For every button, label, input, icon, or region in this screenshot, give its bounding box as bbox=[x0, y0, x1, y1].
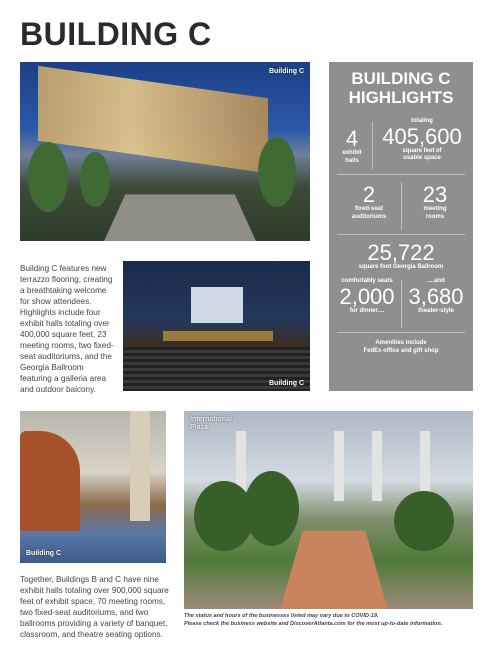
ballroom-stat bbox=[329, 242, 473, 272]
amenities bbox=[329, 340, 473, 355]
stage bbox=[163, 331, 273, 341]
meeting-rooms-stat bbox=[403, 184, 467, 221]
highlights-title bbox=[329, 69, 473, 107]
theater-seating-stat bbox=[403, 278, 469, 315]
stat-intro: ....and bbox=[427, 278, 445, 284]
stat-value: 405,600 bbox=[382, 123, 462, 149]
disclaimer-line: The status and hours of the businesses listed may vary due to COVID-19. bbox=[184, 613, 379, 619]
projection-screen bbox=[191, 287, 243, 323]
stat-label: halls bbox=[345, 157, 359, 164]
stat-label: auditoriums bbox=[351, 213, 387, 220]
page-title: BUILDING C bbox=[20, 16, 212, 52]
photo-caption bbox=[190, 416, 232, 432]
auditoriums-stat bbox=[337, 184, 401, 221]
disclaimer-line: Please check the business website and DiscoverAtlanta.com for the most up-to-date information. bbox=[184, 621, 443, 627]
tree bbox=[394, 491, 454, 551]
tree bbox=[244, 471, 299, 546]
caption-line: Plaza bbox=[190, 424, 208, 431]
highlights-title-line1: BUILDING C bbox=[351, 69, 451, 88]
caption-line: International bbox=[190, 416, 233, 423]
exhibit-halls-stat bbox=[335, 128, 369, 165]
divider bbox=[337, 234, 465, 235]
amenities-line: Amenities include bbox=[375, 340, 427, 346]
square-feet-stat bbox=[375, 118, 469, 163]
stat-value: 4 bbox=[345, 126, 359, 151]
stat-value: 2 bbox=[362, 182, 376, 207]
stat-value: 3,680 bbox=[408, 283, 464, 309]
tree bbox=[258, 137, 296, 207]
stat-label: theater-style bbox=[418, 307, 454, 314]
tower bbox=[334, 431, 344, 501]
dinner-seating-stat bbox=[335, 278, 399, 315]
stat-label: square foot Georgia Ballroom bbox=[358, 264, 444, 270]
stat-intro: totaling bbox=[411, 118, 433, 124]
amenities-line: FedEx office and gift shop bbox=[363, 347, 439, 354]
curved-wall bbox=[20, 431, 80, 531]
covid-disclaimer bbox=[184, 612, 473, 628]
stat-label: exhibit bbox=[342, 150, 362, 156]
stat-value: 23 bbox=[422, 182, 448, 207]
highlights-panel bbox=[329, 62, 473, 391]
building-facade bbox=[38, 66, 268, 173]
walkway bbox=[100, 194, 260, 241]
intro-paragraph: Building C features new terrazzo flooring, creating a breathtaking welcome for show attendees. Highlights include four exhibit halls totaling over 400,000 square feet, 23 meeting rooms, two fixed-seat auditoriums, and the Georgia Ballroom featuring a galleria area and outdoor balcony. bbox=[20, 264, 114, 394]
stat-label: rooms bbox=[425, 213, 445, 220]
photo-caption: Building C bbox=[269, 380, 304, 387]
tree bbox=[28, 142, 68, 212]
tower bbox=[372, 431, 382, 501]
stat-label: fixed-seat bbox=[354, 206, 383, 212]
divider bbox=[372, 122, 373, 170]
stat-value: 25,722 bbox=[367, 240, 435, 265]
plaza-walkway bbox=[279, 531, 390, 609]
column bbox=[130, 411, 150, 521]
divider bbox=[337, 174, 465, 175]
stat-label: usable space bbox=[403, 155, 441, 161]
highlights-title-line2: HIGHLIGHTS bbox=[348, 88, 454, 107]
stat-intro: comfortably seats bbox=[341, 278, 393, 284]
photo-caption: Building C bbox=[26, 550, 61, 557]
closing-paragraph: Together, Buildings B and C have nine exhibit halls totaling over 900,000 square feet of exhibit space, 70 meeting rooms, two fixed-seat auditoriums, and two ballrooms providing a variety of banquet, classroom, and theatre seating options. bbox=[20, 575, 169, 639]
international-plaza-photo bbox=[184, 411, 473, 609]
divider bbox=[401, 280, 402, 328]
divider bbox=[401, 182, 402, 230]
photo-caption: Building C bbox=[269, 68, 304, 75]
stat-label: for dinner.... bbox=[349, 307, 385, 314]
building-exterior-photo bbox=[20, 62, 310, 241]
stat-value: 2,000 bbox=[339, 283, 395, 309]
ballroom-photo bbox=[123, 261, 310, 391]
galleria-photo bbox=[20, 411, 166, 563]
stat-label: meeting bbox=[423, 206, 447, 212]
stat-label: square feet of bbox=[402, 147, 442, 154]
divider bbox=[337, 332, 465, 333]
tree bbox=[80, 152, 110, 207]
